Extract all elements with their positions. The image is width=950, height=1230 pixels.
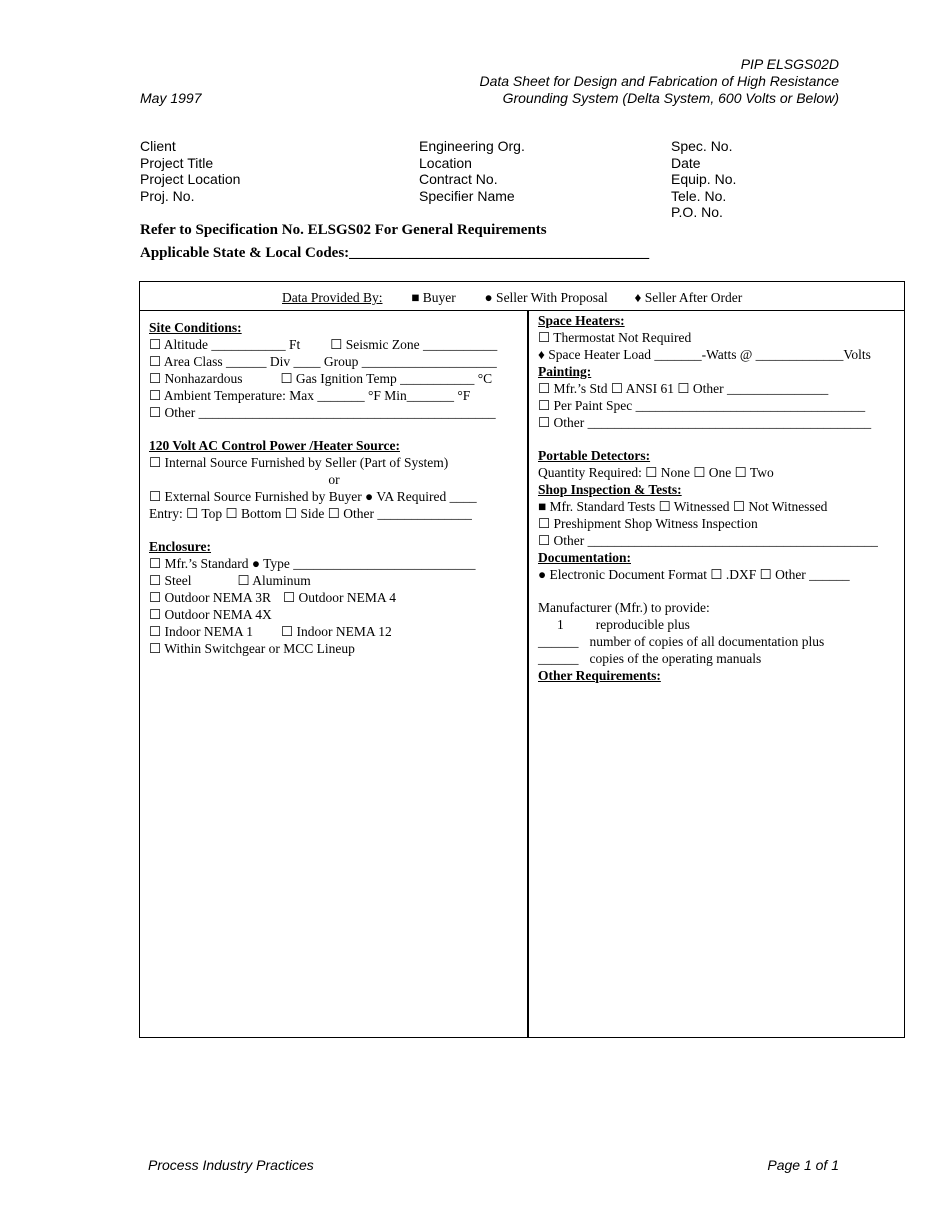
inspection-other-field[interactable]: ☐ Other ___________________________________________ bbox=[538, 533, 878, 548]
site-other-field[interactable]: ☐ Other ____________________________________________ bbox=[149, 405, 496, 420]
outdoor-nema-4-checkbox[interactable]: ☐ Outdoor NEMA 4 bbox=[282, 590, 396, 605]
info-engineering-org: Engineering Org. bbox=[419, 138, 525, 154]
gas-ignition-temp-field[interactable]: ☐ Gas Ignition Temp ___________ °C bbox=[280, 371, 493, 386]
standard-tests-options[interactable]: ■ Mfr. Standard Tests ☐ Witnessed ☐ Not Witnessed bbox=[538, 499, 828, 514]
info-col-2 bbox=[419, 138, 525, 204]
site-altitude-row bbox=[149, 336, 521, 353]
altitude-field[interactable]: ☐ Altitude ___________ Ft bbox=[149, 337, 301, 352]
switchgear-lineup-checkbox[interactable]: ☐ Within Switchgear or MCC Lineup bbox=[149, 641, 355, 656]
document-format-options[interactable]: ● Electronic Document Format ☐ .DXF ☐ Other ______ bbox=[538, 567, 850, 582]
or-text: or bbox=[328, 472, 340, 487]
enclosure-title: Enclosure: bbox=[149, 539, 212, 554]
applicable-codes: Applicable State & Local Codes:________________________________________ bbox=[140, 245, 650, 261]
outdoor-nema-3r-checkbox[interactable]: ☐ Outdoor NEMA 3R bbox=[149, 590, 271, 605]
space-heater-load-field[interactable]: ♦ Space Heater Load _______-Watts @ _____________Volts bbox=[538, 347, 871, 362]
footer-left: Process Industry Practices bbox=[148, 1157, 314, 1173]
column-divider bbox=[527, 310, 529, 1038]
enclosure-material-row bbox=[149, 572, 521, 589]
space-heaters-title: Space Heaters: bbox=[538, 313, 625, 328]
info-project-title: Project Title bbox=[140, 154, 214, 171]
documentation-title: Documentation: bbox=[538, 550, 631, 565]
legend-box bbox=[139, 281, 905, 311]
info-col-3 bbox=[671, 138, 736, 221]
footer-page-number: Page 1 of 1 bbox=[767, 1157, 839, 1173]
documentation-copies-row bbox=[538, 633, 900, 650]
area-class-field[interactable]: ☐ Area Class ______ Div ____ Group ____________________ bbox=[149, 354, 497, 369]
info-project-location: Project Location bbox=[140, 171, 241, 187]
control-power-title: 120 Volt AC Control Power /Heater Source: bbox=[149, 438, 400, 453]
info-location: Location bbox=[419, 154, 472, 171]
per-paint-spec-field[interactable]: ☐ Per Paint Spec __________________________________ bbox=[538, 398, 866, 413]
info-proj-no: Proj. No. bbox=[140, 187, 195, 204]
reproducible-text: reproducible plus bbox=[595, 617, 690, 632]
info-spec-no: Spec. No. bbox=[671, 138, 733, 154]
info-contract-no: Contract No. bbox=[419, 171, 498, 187]
manual-copies-blank[interactable]: ______ bbox=[538, 651, 579, 666]
info-po-no: P.O. No. bbox=[671, 204, 723, 220]
manual-copies-row bbox=[538, 650, 900, 667]
info-date: Date bbox=[671, 154, 701, 171]
portable-detectors-title: Portable Detectors: bbox=[538, 448, 651, 463]
painting-other-field[interactable]: ☐ Other __________________________________________ bbox=[538, 415, 872, 430]
info-equip-no: Equip. No. bbox=[671, 171, 737, 187]
documentation-copies-text: number of copies of all documentation plus bbox=[589, 634, 825, 649]
ambient-temperature-field[interactable]: ☐ Ambient Temperature: Max _______ °F Min_______ °F bbox=[149, 388, 471, 403]
mfr-standard-type-field[interactable]: ☐ Mfr.’s Standard ● Type ___________________________ bbox=[149, 556, 476, 571]
reproducible-quantity[interactable]: 1 bbox=[557, 617, 564, 632]
painting-options[interactable]: ☐ Mfr.’s Std ☐ ANSI 61 ☐ Other _______________ bbox=[538, 381, 829, 396]
painting-title: Painting: bbox=[538, 364, 592, 379]
steel-checkbox[interactable]: ☐ Steel bbox=[149, 573, 192, 588]
indoor-nema-row bbox=[149, 623, 521, 640]
preshipment-witness-checkbox[interactable]: ☐ Preshipment Shop Witness Inspection bbox=[538, 516, 758, 531]
aluminum-checkbox[interactable]: ☐ Aluminum bbox=[237, 573, 311, 588]
other-requirements-title: Other Requirements: bbox=[538, 668, 661, 683]
thermostat-not-required-checkbox[interactable]: ☐ Thermostat Not Required bbox=[538, 330, 692, 345]
info-client: Client bbox=[140, 138, 176, 154]
legend-label: Data Provided By: bbox=[282, 290, 383, 305]
site-conditions-title: Site Conditions: bbox=[149, 320, 242, 335]
doc-title-line-1: Data Sheet for Design and Fabrication of High Resistance bbox=[479, 73, 839, 89]
entry-options[interactable]: Entry: ☐ Top ☐ Bottom ☐ Side ☐ Other ______________ bbox=[149, 506, 472, 521]
indoor-nema-12-checkbox[interactable]: ☐ Indoor NEMA 12 bbox=[280, 624, 392, 639]
info-specifier-name: Specifier Name bbox=[419, 187, 515, 204]
external-source-checkbox[interactable]: ☐ External Source Furnished by Buyer ● VA Required ____ bbox=[149, 489, 477, 504]
doc-header bbox=[479, 56, 839, 107]
seismic-zone-field[interactable]: ☐ Seismic Zone ___________ bbox=[330, 337, 498, 352]
info-col-1 bbox=[140, 138, 240, 204]
refer-specification: Refer to Specification No. ELSGS02 For General Requirements bbox=[140, 222, 547, 238]
nonhazardous-checkbox[interactable]: ☐ Nonhazardous bbox=[149, 371, 243, 386]
legend-buyer: ■ Buyer bbox=[411, 290, 456, 305]
detector-quantity-options[interactable]: Quantity Required: ☐ None ☐ One ☐ Two bbox=[538, 465, 774, 480]
right-column bbox=[538, 312, 900, 684]
documentation-copies-blank[interactable]: ______ bbox=[538, 634, 579, 649]
internal-source-checkbox[interactable]: ☐ Internal Source Furnished by Seller (Part of System) bbox=[149, 455, 449, 470]
doc-date: May 1997 bbox=[140, 90, 202, 106]
site-hazard-row bbox=[149, 370, 521, 387]
shop-inspection-title: Shop Inspection & Tests: bbox=[538, 482, 682, 497]
outdoor-nema-row bbox=[149, 589, 521, 606]
doc-title-line-2: Grounding System (Delta System, 600 Volts or Below) bbox=[502, 90, 839, 106]
manufacturer-to-provide: Manufacturer (Mfr.) to provide: bbox=[538, 600, 710, 615]
indoor-nema-1-checkbox[interactable]: ☐ Indoor NEMA 1 bbox=[149, 624, 253, 639]
info-tele-no: Tele. No. bbox=[671, 187, 727, 204]
legend-seller-with-proposal: ● Seller With Proposal bbox=[484, 290, 608, 305]
outdoor-nema-4x-checkbox[interactable]: ☐ Outdoor NEMA 4X bbox=[149, 607, 272, 622]
legend-seller-after-order: ♦ Seller After Order bbox=[634, 290, 743, 305]
reproducible-row bbox=[538, 616, 900, 633]
doc-id: PIP ELSGS02D bbox=[740, 56, 839, 72]
manual-copies-text: copies of the operating manuals bbox=[589, 651, 762, 666]
left-column bbox=[149, 319, 521, 657]
